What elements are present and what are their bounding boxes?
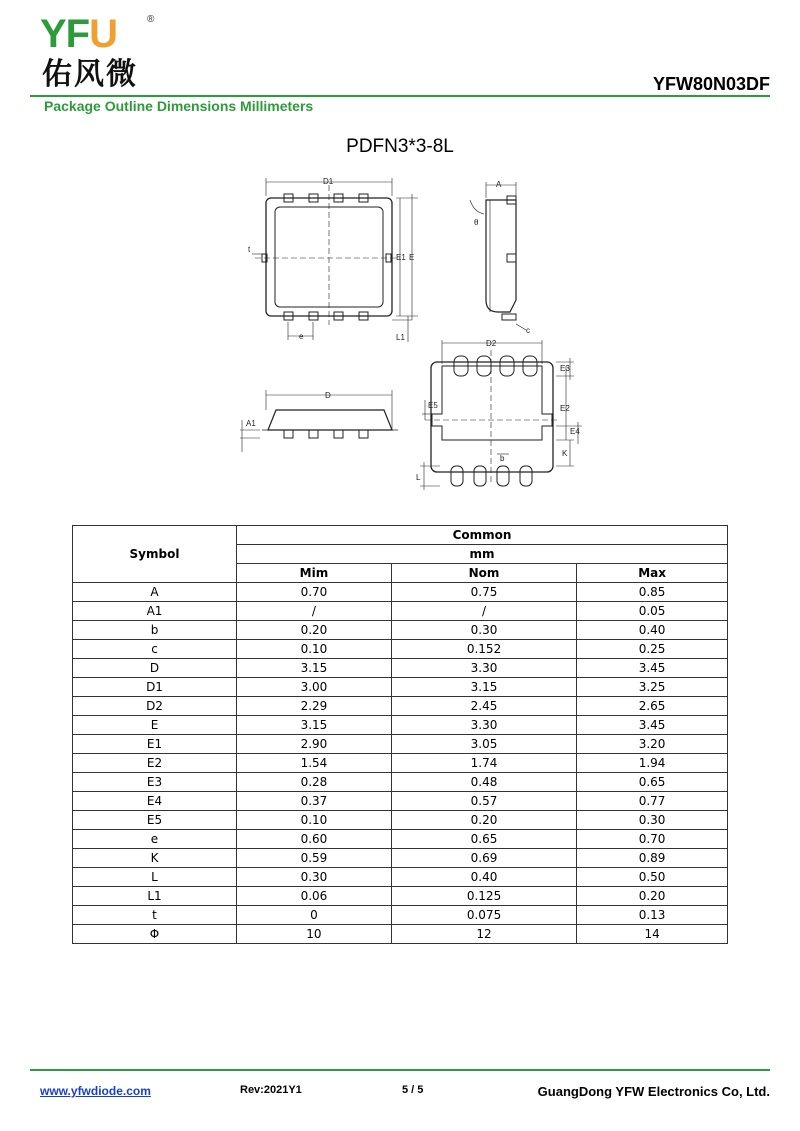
table-row: [73, 754, 728, 773]
table-row: [73, 659, 728, 678]
table-row: [73, 868, 728, 887]
table-row: [73, 887, 728, 906]
side-view-horizontal: [240, 390, 398, 452]
top-view: [248, 177, 418, 342]
table-cell-min: 10: [237, 925, 392, 944]
side-lead: [507, 254, 516, 262]
table-cell-nom: 0.40: [391, 868, 576, 887]
dim-label-e4: E4: [570, 427, 580, 436]
table-cell-max: 0.13: [577, 906, 728, 925]
bottom-bottom-pad: [520, 466, 532, 486]
page-number: 5 / 5: [402, 1084, 424, 1096]
table-cell-nom: 3.30: [391, 716, 576, 735]
dim-label-d: D: [325, 391, 331, 400]
table-cell-max: 0.20: [577, 887, 728, 906]
table-cell-max: 1.94: [577, 754, 728, 773]
table-cell-symbol: e: [73, 830, 237, 849]
table-cell-symbol: D: [73, 659, 237, 678]
column-header-nom: Nom: [391, 564, 576, 583]
side-h-lead: [284, 430, 293, 438]
table-cell-min: 0.70: [237, 583, 392, 602]
table-cell-symbol: E3: [73, 773, 237, 792]
table-cell-min: 2.29: [237, 697, 392, 716]
table-row: [73, 735, 728, 754]
table-cell-symbol: E1: [73, 735, 237, 754]
side-h-lead: [359, 430, 368, 438]
table-cell-min: /: [237, 602, 392, 621]
table-cell-max: 0.05: [577, 602, 728, 621]
table-cell-max: 0.30: [577, 811, 728, 830]
table-cell-nom: 0.075: [391, 906, 576, 925]
table-cell-min: 0.37: [237, 792, 392, 811]
table-cell-nom: 12: [391, 925, 576, 944]
company-name: GuangDong YFW Electronics Co, Ltd.: [537, 1084, 770, 1099]
side-view-h-body: [268, 410, 392, 430]
logo-letters-u: U: [89, 12, 118, 56]
table-row: [73, 678, 728, 697]
table-cell-max: 3.45: [577, 659, 728, 678]
table-cell-min: 0.10: [237, 640, 392, 659]
column-header-min: Mim: [237, 564, 392, 583]
logo-chinese-name: 佑风微: [42, 57, 138, 92]
table-row: [73, 697, 728, 716]
side-h-lead: [334, 430, 343, 438]
table-cell-nom: 0.152: [391, 640, 576, 659]
common-header: Common: [237, 526, 728, 545]
logo-letters: [40, 14, 117, 54]
table-row: [73, 830, 728, 849]
column-header-max: Max: [577, 564, 728, 583]
dim-label-d1: D1: [323, 177, 334, 186]
table-cell-min: 0.06: [237, 887, 392, 906]
table-cell-nom: 0.30: [391, 621, 576, 640]
table-cell-symbol: L1: [73, 887, 237, 906]
table-cell-nom: 3.15: [391, 678, 576, 697]
table-cell-symbol: E4: [73, 792, 237, 811]
side-lead: [502, 314, 516, 320]
part-number: YFW80N03DF: [652, 74, 770, 94]
exposed-pad: [432, 366, 552, 440]
dim-label-b: b: [500, 454, 505, 463]
bottom-view-body: [431, 362, 553, 472]
table-cell-symbol: L: [73, 868, 237, 887]
table-cell-symbol: E: [73, 716, 237, 735]
table-cell-symbol: A1: [73, 602, 237, 621]
table-cell-max: 0.25: [577, 640, 728, 659]
bottom-bottom-pad: [451, 466, 463, 486]
table-cell-symbol: c: [73, 640, 237, 659]
table-cell-max: 14: [577, 925, 728, 944]
table-cell-max: 0.50: [577, 868, 728, 887]
table-cell-nom: 0.69: [391, 849, 576, 868]
dimensions-table-body: [73, 583, 728, 944]
header-divider: [30, 95, 770, 97]
table-cell-nom: 0.65: [391, 830, 576, 849]
table-cell-min: 0.20: [237, 621, 392, 640]
table-cell-symbol: E2: [73, 754, 237, 773]
side-view-body: [486, 200, 516, 312]
table-cell-min: 0: [237, 906, 392, 925]
table-cell-symbol: A: [73, 583, 237, 602]
table-row: [73, 621, 728, 640]
table-cell-symbol: D2: [73, 697, 237, 716]
package-title: PDFN3*3-8L: [346, 136, 454, 157]
table-cell-symbol: E5: [73, 811, 237, 830]
table-cell-nom: /: [391, 602, 576, 621]
company-logo: [40, 14, 170, 94]
table-cell-nom: 1.74: [391, 754, 576, 773]
dim-label-e1: E1: [396, 253, 406, 262]
table-cell-max: 0.89: [577, 849, 728, 868]
symbol-header: Symbol: [73, 526, 237, 583]
dim-label-theta: θ: [474, 218, 479, 227]
bottom-view: [416, 339, 582, 490]
table-cell-max: 3.25: [577, 678, 728, 697]
table-cell-nom: 0.48: [391, 773, 576, 792]
table-row: [73, 583, 728, 602]
dim-label-c: c: [526, 326, 530, 335]
table-cell-max: 2.65: [577, 697, 728, 716]
dim-label-t: t: [248, 245, 251, 254]
table-row: [73, 773, 728, 792]
table-cell-min: 3.15: [237, 659, 392, 678]
table-cell-max: 0.70: [577, 830, 728, 849]
table-cell-min: 0.30: [237, 868, 392, 887]
table-row: [73, 716, 728, 735]
table-row: [73, 925, 728, 944]
table-cell-symbol: D1: [73, 678, 237, 697]
dim-label-d2: D2: [486, 339, 497, 348]
table-cell-min: 1.54: [237, 754, 392, 773]
table-cell-nom: 3.30: [391, 659, 576, 678]
table-cell-min: 0.10: [237, 811, 392, 830]
table-cell-max: 0.40: [577, 621, 728, 640]
table-cell-nom: 0.75: [391, 583, 576, 602]
table-cell-symbol: b: [73, 621, 237, 640]
revision-label: Rev:2021Y1: [240, 1084, 302, 1096]
table-row: [73, 792, 728, 811]
table-cell-min: 0.60: [237, 830, 392, 849]
dim-label-e-pitch: e: [299, 332, 304, 341]
table-cell-max: 0.85: [577, 583, 728, 602]
table-cell-min: 0.59: [237, 849, 392, 868]
dimensions-table: [72, 525, 728, 944]
table-cell-min: 3.15: [237, 716, 392, 735]
table-cell-min: 0.28: [237, 773, 392, 792]
table-cell-min: 2.90: [237, 735, 392, 754]
dim-label-e2: E2: [560, 404, 570, 413]
dim-label-e: E: [409, 253, 415, 262]
table-cell-max: 0.65: [577, 773, 728, 792]
table-cell-max: 0.77: [577, 792, 728, 811]
dim-label-a1: A1: [246, 419, 256, 428]
table-cell-max: 3.45: [577, 716, 728, 735]
dim-label-l: L: [416, 473, 421, 482]
dim-label-a: A: [496, 180, 502, 189]
table-cell-max: 3.20: [577, 735, 728, 754]
table-cell-min: 3.00: [237, 678, 392, 697]
logo-letters-yf: YF: [40, 12, 90, 56]
dim-label-k: K: [562, 449, 568, 458]
registered-mark: ®: [147, 14, 155, 25]
dim-label-e5: E5: [428, 401, 438, 410]
footer-divider: [30, 1069, 770, 1071]
table-row: [73, 640, 728, 659]
table-cell-nom: 0.20: [391, 811, 576, 830]
table-cell-nom: 0.57: [391, 792, 576, 811]
section-subtitle: Package Outline Dimensions Millimeters: [44, 98, 314, 114]
table-cell-symbol: Φ: [73, 925, 237, 944]
dim-label-l1: L1: [396, 333, 405, 342]
table-row: [73, 849, 728, 868]
dim-label-e3: E3: [560, 364, 570, 373]
bottom-bottom-pad: [497, 466, 509, 486]
package-outline-drawing: [0, 168, 800, 498]
side-view-vertical: [470, 180, 530, 335]
table-cell-symbol: K: [73, 849, 237, 868]
table-cell-nom: 3.05: [391, 735, 576, 754]
table-cell-nom: 2.45: [391, 697, 576, 716]
table-cell-nom: 0.125: [391, 887, 576, 906]
table-row: [73, 906, 728, 925]
table-row: [73, 602, 728, 621]
side-h-lead: [309, 430, 318, 438]
table-cell-symbol: t: [73, 906, 237, 925]
website-link[interactable]: www.yfwdiode.com: [40, 1084, 151, 1098]
unit-header: mm: [237, 545, 728, 564]
table-row: [73, 811, 728, 830]
bottom-bottom-pad: [474, 466, 486, 486]
